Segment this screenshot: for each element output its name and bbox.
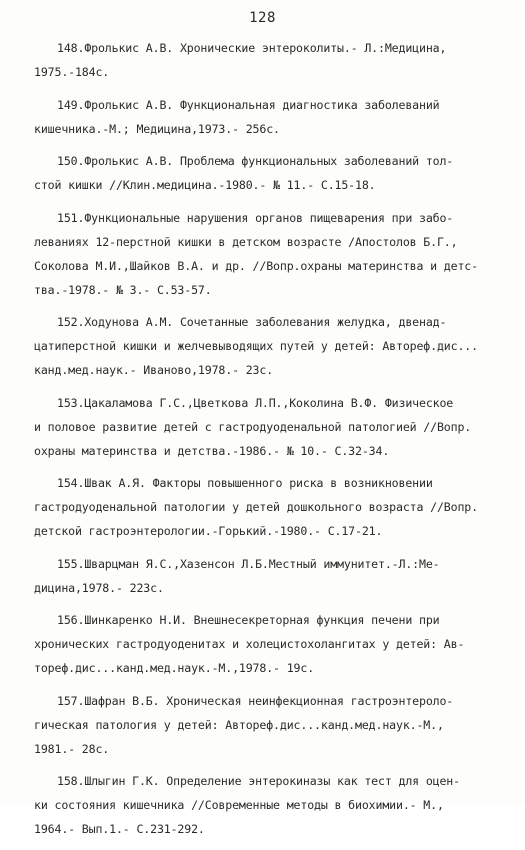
bibliography-entry [34, 36, 502, 84]
entry-continuation-line: и половое развитие детей с гастродуоденальной патологией //Вопр. [34, 419, 472, 434]
page-number: 128 [249, 10, 276, 26]
entry-first-line: 155.Шварцман Я.С.,Хазенсон Л.Б.Местный иммунитет.-Л.:Ме- [57, 556, 440, 571]
entry-first-line: 148.Фролькис А.В. Хронические энтероколиты.- Л.:Медицина, [57, 41, 447, 55]
bibliography-entry [34, 206, 502, 302]
entry-first-line: 151.Функциональные нарушения органов пищеварения при забо- [57, 210, 454, 225]
entry-continuation-line: Соколова М.И.,Шайков В.А. и др. //Вопр.охраны материнства и детс- [34, 258, 478, 273]
entry-continuation-line: 1964.- Вып.1.- С.231-292. [34, 822, 205, 836]
entry-continuation-line: тва.-1978.- № 3.- С.53-57. [34, 282, 212, 297]
bibliography-entry [34, 689, 502, 761]
bibliography-entry [34, 93, 502, 141]
entry-continuation-line: гическая патология у детей: Автореф.дис...канд.мед.наук.-М., [34, 717, 444, 732]
bibliography-entry [34, 552, 502, 600]
entry-continuation-line: хронических гастродуоденитах и холецистохолангитах у детей: Ав- [34, 637, 465, 651]
entry-continuation-line: стой кишки //Клин.медицина.-1980.- № 11.- С.15-18. [34, 178, 376, 192]
bibliography-entry [34, 471, 502, 543]
entry-continuation-line: 1975.-184с. [34, 65, 110, 79]
bibliography-entry [34, 769, 502, 841]
entry-first-line: 156.Шинкаренко Н.И. Внешнесекреторная функция печени при [57, 613, 440, 627]
entry-continuation-line: 1981.- 28с. [34, 741, 110, 756]
bibliography-entry [34, 310, 502, 382]
entry-continuation-line: охраны материнства и детства.-1986.- № 10.- С.32-34. [34, 443, 390, 458]
bibliography-list [34, 36, 502, 850]
entry-continuation-line: дицина,1978.- 223с. [34, 580, 164, 595]
entry-continuation-line: гастродуоденальной патологии у детей дошкольного возраста //Вопр. [34, 500, 478, 514]
bibliography-entry [34, 608, 502, 680]
entry-continuation-line: детской гастроэнтерологии.-Горький.-1980.- С.17-21. [34, 524, 383, 538]
entry-first-line: 149.Фролькис А.В. Функциональная диагностика заболеваний [57, 97, 440, 112]
entry-first-line: 152.Ходунова А.М. Сочетанные заболевания желудка, двенад- [57, 315, 447, 329]
entry-continuation-line: канд.мед.наук.- Иваново,1978.- 23с. [34, 363, 274, 377]
entry-first-line: 157.Шафран В.Б. Хроническая неинфекционная гастроэнтероло- [57, 693, 454, 708]
entry-continuation-line: цатиперстной кишки и желчевыводящих путей у детей: Автореф.дис... [34, 339, 478, 353]
bibliography-entry [34, 391, 502, 463]
entry-continuation-line: кишечника.-М.; Медицина,1973.- 256с. [34, 121, 280, 136]
entry-first-line: 154.Швак А.Я. Факторы повышенного риска в возникновении [57, 476, 433, 490]
entry-continuation-line: леваниях 12-перстной кишки в детском возрасте /Апостолов Б.Г., [34, 234, 458, 249]
entry-first-line: 158.Шлыгин Г.К. Определение энтерокиназы как тест для оцен- [57, 774, 460, 788]
entry-continuation-line: тореф.дис...канд.мед.наук.-М.,1978.- 19с. [34, 661, 315, 675]
entry-continuation-line: ки состояния кишечника //Современные методы в биохимии.- М., [34, 798, 444, 812]
entry-first-line: 150.Фролькис А.В. Проблема функциональных заболеваний тол- [57, 154, 454, 168]
entry-first-line: 153.Цакаламова Г.С.,Цветкова Л.П.,Коколина В.Ф. Физическое [57, 395, 454, 410]
bibliography-entry [34, 149, 502, 197]
